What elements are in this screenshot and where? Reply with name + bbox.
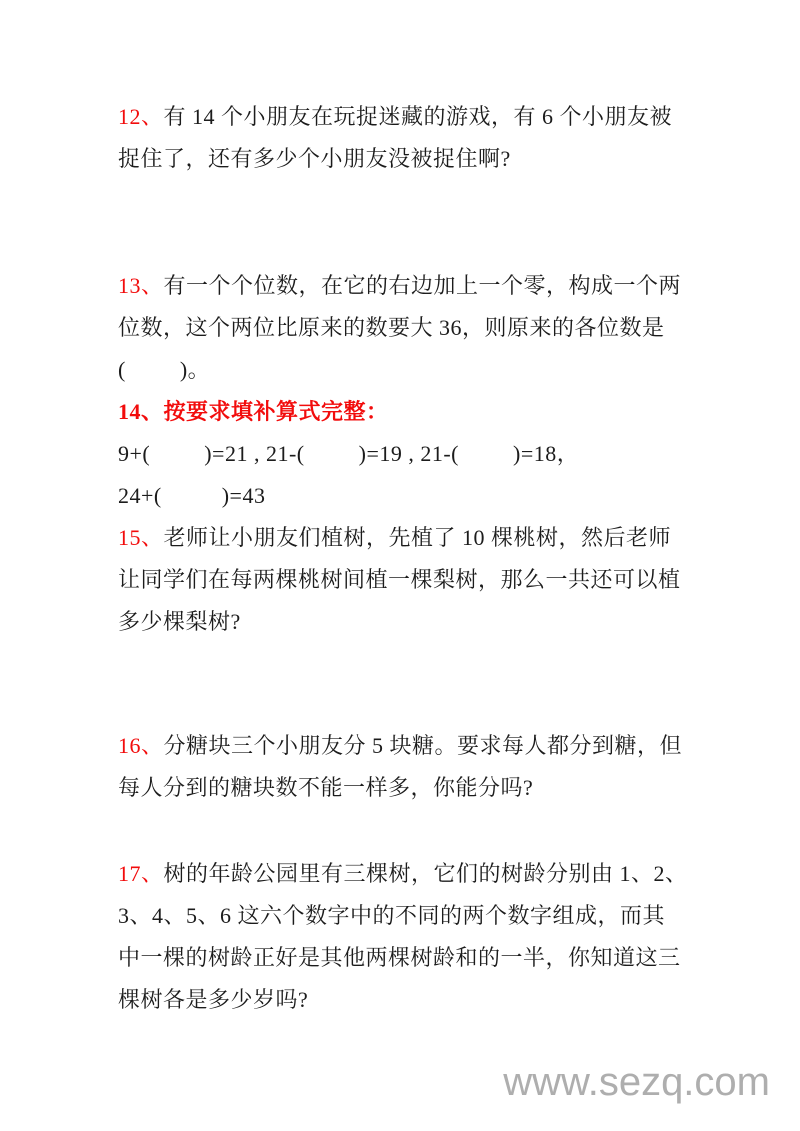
problem-text: 3、4、5、6 这六个数字中的不同的两个数字组成，而其 bbox=[118, 903, 666, 928]
answer-blank: ( )。 bbox=[118, 357, 211, 382]
problem-text-line bbox=[118, 937, 702, 979]
problem-16 bbox=[118, 725, 702, 809]
problem-text: 每人分到的糖块数不能一样多，你能分吗? bbox=[118, 775, 534, 800]
problem-number: 17、 bbox=[118, 861, 164, 886]
problem-text: 老师让小朋友们植树，先植了 10 棵桃树，然后老师 bbox=[163, 525, 672, 550]
problem-text-line bbox=[118, 517, 702, 559]
site-watermark: www.sezq.com bbox=[503, 1060, 770, 1104]
problem-14 bbox=[118, 391, 702, 517]
problem-text-line bbox=[118, 138, 702, 180]
equation-line bbox=[118, 475, 702, 517]
problem-12 bbox=[118, 96, 702, 180]
problem-15 bbox=[118, 517, 702, 643]
problem-text-line bbox=[118, 559, 702, 601]
problem-heading-line bbox=[118, 391, 702, 433]
problem-text-line bbox=[118, 895, 702, 937]
problem-text: 位数，这个两位比原来的数要大 36，则原来的各位数是 bbox=[118, 315, 665, 340]
problem-number: 13、 bbox=[118, 273, 164, 298]
problem-13 bbox=[118, 265, 702, 391]
problem-text-line bbox=[118, 265, 702, 307]
worksheet-content bbox=[118, 96, 702, 1021]
problem-text: 中一棵的树龄正好是其他两棵树龄和的一半，你知道这三 bbox=[118, 945, 681, 970]
answer-blank-line bbox=[118, 349, 702, 391]
problem-text-line bbox=[118, 307, 702, 349]
problem-text-line bbox=[118, 725, 702, 767]
equation-line bbox=[118, 433, 702, 475]
problem-text: 捉住了，还有多少个小朋友没被捉住啊? bbox=[118, 146, 511, 171]
problem-text-line bbox=[118, 601, 702, 643]
problem-number: 14、 bbox=[118, 399, 164, 424]
problem-text: 让同学们在每两棵桃树间植一棵梨树，那么一共还可以植 bbox=[118, 567, 681, 592]
problem-text: 有一个个位数，在它的右边加上一个零，构成一个两 bbox=[163, 273, 682, 298]
problem-text: 树的年龄公园里有三棵树，它们的树龄分别由 1、2、 bbox=[163, 861, 688, 886]
problem-text: 有 14 个小朋友在玩捉迷藏的游戏，有 6 个小朋友被 bbox=[163, 104, 673, 129]
problem-number: 16、 bbox=[118, 733, 164, 758]
problem-text: 棵树各是多少岁吗? bbox=[118, 987, 309, 1012]
problem-heading: 按要求填补算式完整： bbox=[163, 399, 389, 424]
equation-text: 9+( )=21 , 21-( )=19 , 21-( )=18， bbox=[118, 441, 580, 466]
equation-text: 24+( )=43 bbox=[118, 483, 266, 508]
problem-text: 分糖块三个小朋友分 5 块糖。要求每人都分到糖，但 bbox=[163, 733, 683, 758]
problem-17 bbox=[118, 853, 702, 1021]
problem-number: 15、 bbox=[118, 525, 164, 550]
problem-text-line bbox=[118, 96, 702, 138]
problem-text-line bbox=[118, 979, 702, 1021]
problem-text-line bbox=[118, 853, 702, 895]
problem-text: 多少棵梨树? bbox=[118, 609, 241, 634]
problem-text-line bbox=[118, 767, 702, 809]
problem-number: 12、 bbox=[118, 104, 164, 129]
